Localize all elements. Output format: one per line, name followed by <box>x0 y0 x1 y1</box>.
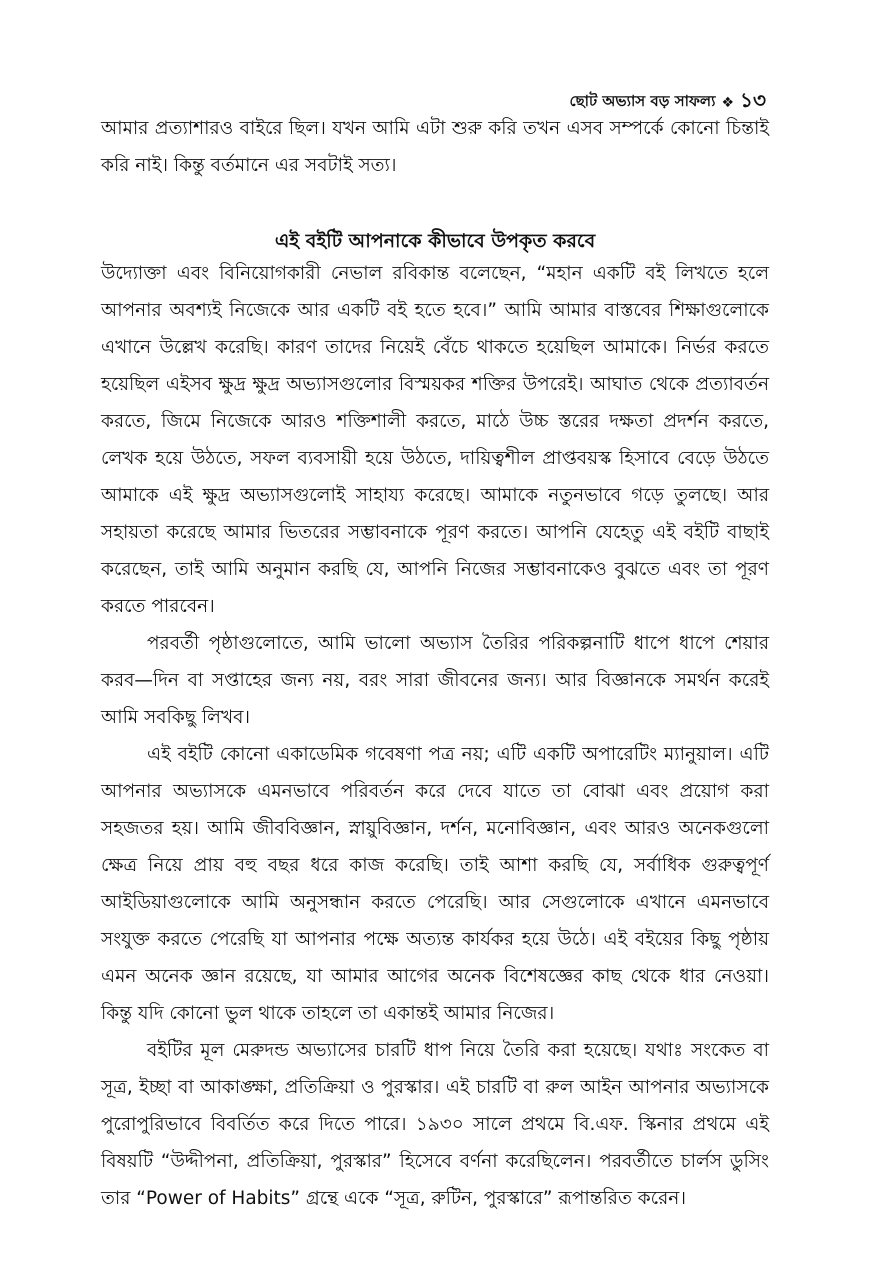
section-heading: এই বইটি আপনাকে কীভাবে উপকৃত করবে <box>274 230 596 252</box>
paragraph-1: উদ্যোক্তা এবং বিনিয়োগকারী নেভাল রবিকান্ত বলেছেন, “মহান একটি বই লিখতে হলে আপনার অবশ্যই নিজেকে আর একটি বই হতে হবে।” আমি আমার বাস্তবের শিক্ষাগুলোকে এখানে উল্লেখ করেছি। কারণ তাদের নিয়েই বেঁচে থাকতে হয়েছিল আমাকে। নির্ভর করতে হয়েছিল এইসব ক্ষুদ্র ক্ষুদ্র অভ্যাসগুলোর বিস্ময়কর শক্তির উপরেই। আঘাত থেকে প্রত্যাবর্তন করতে, জিমে নিজেকে আরও শক্তিশালী করতে, মাঠে উচ্চ স্তরের দক্ষতা প্রদর্শন করতে, লেখক হয়ে উঠতে, সফল ব্যবসায়ী হয়ে উঠতে, দায়িত্বশীল প্রাপ্তবয়স্ক হিসাবে বেড়ে উঠতে আমাকে এই ক্ষুদ্র অভ্যাসগুলোই সাহায্য করেছে। আমাকে নতুনভাবে গড়ে তুলছে। আর সহায়তা করেছে আমার ভিতরের সম্ভাবনাকে পূরণ করতে। আপনি যেহেতু এই বইটি বাছাই করেছেন, তাই আমি অনুমান করছি যে, আপনি নিজের সম্ভাবনাকেও বুঝতে এবং তা পূরণ করতে পারবেন। <box>101 263 769 617</box>
book-title: ছোট অভ্যাস বড় সাফল্য <box>569 92 716 110</box>
page-number: ১৩ <box>740 88 766 112</box>
section-body <box>101 255 769 1217</box>
paragraph-4: বইটির মূল মেরুদন্ড অভ্যাসের চারটি ধাপ নিয়ে তৈরি করা হয়েছে। যথাঃ সংকেত বা সূত্র, ইচ্ছা বা আকাঙ্ক্ষা, প্রতিক্রিয়া ও পুরস্কার। এই চারটি বা রুল আইন আপনার অভ্যাসকে পুরোপুরিভাবে বিবর্তিত করে দিতে পারে। ১৯৩০ সালে প্রথমে বি.এফ. স্কিনার প্রথমে এই বিষয়টি “উদ্দীপনা, প্রতিক্রিয়া, পুরস্কার” হিসেবে বর্ণনা করেছিলেন। পরবর্তীতে চার্লস ডুসিং তার “Power of Habits” গ্রন্থে একে “সূত্র, রুটিন, পুরস্কারে” রূপান্তরিত করেন। <box>101 1040 769 1209</box>
opening-paragraph-block <box>101 110 769 184</box>
paragraph-3: এই বইটি কোনো একাডেমিক গবেষণা পত্র নয়; এটি একটি অপারেটিং ম্যানুয়াল। এটি আপনার অভ্যাসকে এমনভাবে পরিবর্তন করে দেবে যাতে তা বোঝা এবং প্রয়োগ করা সহজতর হয়। আমি জীববিজ্ঞান, স্নায়ুবিজ্ঞান, দর্শন, মনোবিজ্ঞান, এবং আরও অনেকগুলো ক্ষেত্র নিয়ে প্রায় বহু বছর ধরে কাজ করেছি। তাই আশা করছি যে, সর্বাধিক গুরুত্বপূর্ণ আইডিয়াগুলোকে আমি অনুসন্ধান করতে পেরেছি। আর সেগুলোকে এখানে এমনভাবে সংযুক্ত করতে পেরেছি যা আপনার পক্ষে অত্যন্ত কার্যকর হয়ে উঠে। এই বইয়ের কিছু পৃষ্ঠায় এমন অনেক জ্ঞান রয়েছে, যা আমার আগের অনেক বিশেষজ্ঞের কাছ থেকে ধার নেওয়া। কিন্তু যদি কোনো ভুল থাকে তাহলে তা একান্তই আমার নিজের। <box>101 744 769 1024</box>
paragraph-2: পরবর্তী পৃষ্ঠাগুলোতে, আমি ভালো অভ্যাস তৈরির পরিকল্পনাটি ধাপে ধাপে শেয়ার করব—দিন বা সপ্তাহের জন্য নয়, বরং সারা জীবনের জন্য। আর বিজ্ঞানকে সমর্থন করেই আমি সবকিছু লিখব। <box>101 633 769 728</box>
paragraph-continued: আমার প্রত্যাশারও বাইরে ছিল। যখন আমি এটা শুরু করি তখন এসব সম্পর্কে কোনো চিন্তাই করি নাই। কিন্তু বর্তমানে এর সবটাই সত্য। <box>101 118 769 176</box>
diamond-separator-icon: ❖ <box>721 94 735 111</box>
